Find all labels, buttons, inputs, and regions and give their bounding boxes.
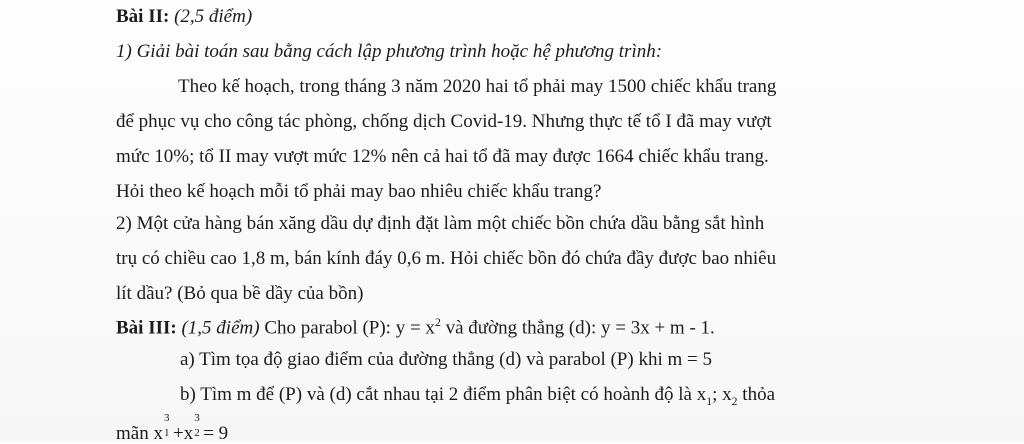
problem-2-line-3: lít dầu? (Bỏ qua bề dầy của bồn): [116, 283, 364, 304]
problem-1-line-4: Hỏi theo kế hoạch mỗi tổ phải may bao nhiêu chiếc khẩu trang?: [116, 181, 602, 202]
variable-x2: $x_2$: [722, 384, 738, 408]
part-a-text: a) Tìm tọa độ giao điểm của đường thẳng (d) và parabol (P) khi m = 5: [180, 349, 712, 370]
problem-1-line-3: mức 10%; tổ II may vượt mức 12% nên cả hai tổ đã may được 1664 chiếc khẩu trang.: [116, 146, 769, 167]
variable-x1: $x_1$: [696, 384, 713, 408]
section-ii-score: (2,5 điểm): [174, 6, 253, 27]
section-iii-title: Bài III:: [116, 317, 177, 339]
condition-equals: = 9: [203, 423, 229, 444]
condition-term-2: x 3 2: [183, 412, 200, 444]
condition-prefix: mãn: [116, 423, 149, 444]
section-iii-score: (1,5 điểm): [181, 317, 260, 339]
condition-plus: +: [172, 423, 184, 444]
condition-term-1: x 3 1: [153, 412, 170, 444]
variable-separator: ;: [712, 384, 723, 405]
part-b-line: [180, 385, 775, 408]
section-ii-header: [116, 7, 252, 26]
part-b-text: b) Tìm m để (P) và (d) cắt nhau tại 2 điểm phân biệt có hoành độ là: [180, 384, 692, 405]
section-iii-exponent: 2: [434, 316, 441, 329]
problem-1-line-1: Theo kế hoạch, trong tháng 3 năm 2020 hai tổ phải may 1500 chiếc khẩu trang: [178, 76, 777, 97]
problem-1-heading: 1) Giải bài toán sau bằng cách lập phương trình hoặc hệ phương trình:: [116, 41, 663, 62]
section-iii-text-2: và đường thẳng (d): y = 3x + m - 1.: [445, 317, 715, 339]
section-iii-header: [116, 317, 715, 337]
condition-line: [116, 412, 229, 444]
problem-2-line-2: trụ có chiều cao 1,8 m, bán kính đáy 0,6 m. Hỏi chiếc bồn đó chứa đầy được bao nhiêu: [116, 248, 777, 269]
part-b-ending: thỏa: [742, 384, 776, 405]
problem-1-line-2: để phục vụ cho công tác phòng, chống dịch Covid-19. Nhưng thực tế tổ I đã may vượt: [116, 111, 772, 132]
section-iii-text-1: Cho parabol (P): y = x: [264, 317, 435, 339]
problem-2-line-1: 2) Một cửa hàng bán xăng dầu dự định đặt làm một chiếc bồn chứa dầu bằng sắt hình: [116, 213, 765, 234]
section-ii-title: Bài II:: [116, 6, 170, 27]
